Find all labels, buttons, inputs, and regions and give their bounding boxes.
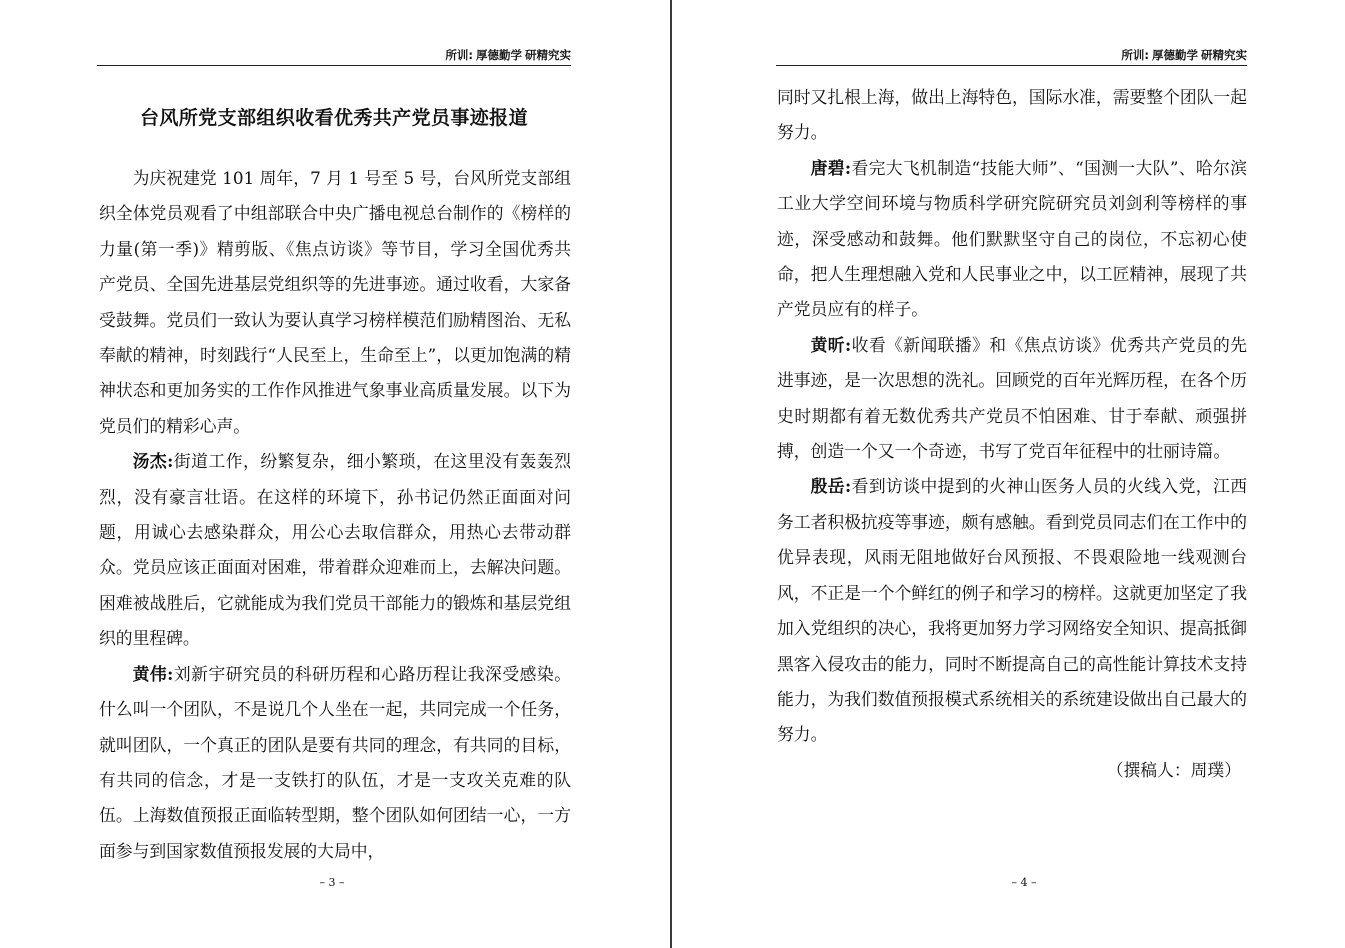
article-title: 台风所党支部组织收看优秀共产党员事迹报道 xyxy=(139,107,528,129)
remark-text: 刘新宇研究员的科研历程和心路历程让我深受感染。什么叫一个团队，不是说几个人坐在一起，共同完成一个任务，就叫团队，一个真正的团队是要有共同的理念，有共同的目标，有共同的信念，才是一支铁打的队伍，才是一支攻关克难的队伍。上海数值预报正面临转型期，整个团队如何团结一心，一方面参与到国家数值预报发展的大局中， xyxy=(99,663,571,861)
remark-paragraph xyxy=(777,151,1247,328)
remark-text: 看完大飞机制造“技能大师”、“国测一大队”、哈尔滨工业大学空间环境与物质科学研究院研究员刘剑利等榜样的事迹，深受感动和鼓舞。他们默默坚守自己的岗位，不忘初心使命，把人生理想融入党和人民事业之中，以工匠精神，展现了共产党员应有的样子。 xyxy=(777,157,1247,320)
article-body-left xyxy=(99,161,571,869)
speaker-name: 唐碧: xyxy=(810,157,852,178)
speaker-name: 汤杰: xyxy=(132,451,174,472)
header-motto-1: 厚德勤学 xyxy=(476,48,522,62)
remark-paragraph xyxy=(99,444,571,656)
speaker-name: 殷岳: xyxy=(810,476,852,497)
intro-paragraph: 为庆祝建党 101 周年，7 月 1 号至 5 号，台风所党支部组织全体党员观看了中组部联合中央广播电视总台制作的《榜样的力量(第一季)》精剪版、《焦点访谈》等节目，学习全国优秀共产党员、全国先进基层党组织等的先进事迹。通过收看，大家备受鼓舞。党员们一致认为要认真学习榜样模范们励精图治、无私奉献的精神，时刻践行“人民至上，生命至上”，以更加饱满的精神状态和更加务实的工作作风推进气象事业高质量发展。以下为党员们的精彩心声。 xyxy=(99,168,571,436)
speaker-name: 黄伟: xyxy=(132,663,174,684)
header-motto-1: 厚德勤学 xyxy=(1152,48,1198,62)
page-number: – 4 – xyxy=(1011,876,1037,889)
remark-text: 收看《新闻联播》和《焦点访谈》优秀共产党员的先进事迹，是一次思想的洗礼。回顾党的百年光辉历程，在各个历史时期都有着无数优秀共产党员不怕困难、甘于奉献、顽强拼搏，创造一个又一个奇迹，书写了党百年征程中的壮丽诗篇。 xyxy=(777,334,1247,462)
page-header xyxy=(776,46,1247,66)
page-number: – 3 – xyxy=(319,876,345,889)
remark-paragraph xyxy=(777,469,1247,752)
page-header xyxy=(97,46,571,66)
header-motto-2: 研精究实 xyxy=(1201,48,1247,62)
remark-text: 看到访谈中提到的火神山医务人员的火线入党，江西务工者积极抗疫等事迹，颇有感触。看到党员同志们在工作中的优异表现，风雨无阻地做好台风预报、不畏艰险地一线观测台风，不正是一个个鲜红的例子和学习的榜样。这就更加坚定了我加入党组织的决心，我将更加努力学习网络安全知识、提高抵御黑客入侵攻击的能力，同时不断提高自己的高性能计算技术支持能力，为我们数值预报模式系统相关的系统建设做出自己最大的努力。 xyxy=(777,476,1247,745)
speaker-name: 黄昕: xyxy=(810,334,852,355)
article-body-right xyxy=(777,80,1247,788)
right-page xyxy=(674,0,1345,948)
remark-paragraph xyxy=(777,328,1247,470)
continuation-paragraph: 同时又扎根上海，做出上海特色，国际水准，需要整个团队一起努力。 xyxy=(777,87,1247,143)
remark-text: 街道工作，纷繁复杂，细小繁琐，在这里没有轰轰烈烈，没有豪言壮语。在这样的环境下，孙书记仍然正面面对问题，用诚心去感染群众，用公心去取信群众，用热心去带动群众。党员应该正面面对困难，带着群众迎难而上，去解决问题。困难被战胜后，它就能成为我们党员干部能力的锻炼和基层党组织的里程碑。 xyxy=(99,451,571,649)
page-spine-divider xyxy=(670,0,672,948)
header-label: 所训: xyxy=(445,48,473,62)
remark-paragraph xyxy=(99,657,571,869)
author-credit: （撰稿人：周璞） xyxy=(1106,759,1241,780)
left-page xyxy=(0,0,670,948)
header-motto-2: 研精究实 xyxy=(525,48,571,62)
header-label: 所训: xyxy=(1121,48,1149,62)
